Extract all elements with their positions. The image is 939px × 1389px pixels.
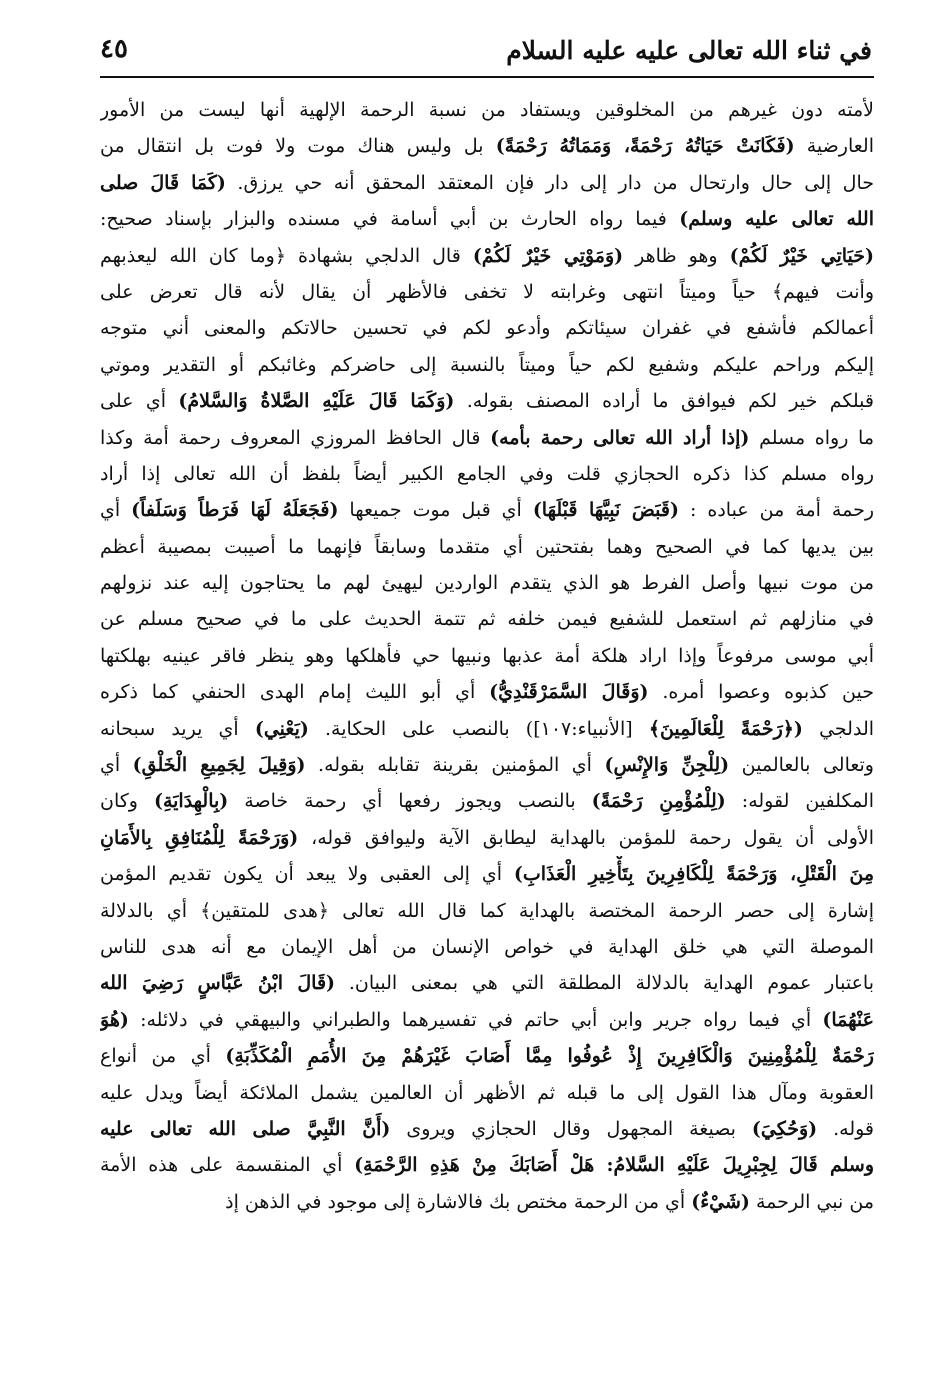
commentary-segment: أي أبو الليث إمام الهدى الحنفي كما ذكره (100, 681, 490, 704)
commentary-segment: أي إلى العقبى ولا يبعد أن يكون تقديم المؤمن (100, 863, 514, 886)
commentary-segment: العقوبة ومآل هذا القول إلى ما قبله ثم الأظهر أن العالمين يشمل الملائكة أيضاً ويدل عليه (100, 1081, 874, 1104)
commentary-segment: وهو ظاهر (623, 244, 730, 267)
text-line (100, 856, 874, 892)
commentary-segment: لأمته دون غيرهم من المخلوقين ويستفاد من نسبة الرحمة الإلهية أنها ليست من الأمور (100, 99, 874, 121)
text-line (100, 238, 874, 274)
text-line (100, 92, 874, 128)
header-rule (100, 76, 874, 78)
text-line (100, 165, 874, 201)
text-line (100, 347, 874, 383)
bold-matn-segment: (إذا أراد الله تعالى رحمة بأمه) (490, 426, 750, 449)
bold-matn-segment: (أَنَّ النَّبِيَّ صلى الله تعالى عليه (100, 1117, 391, 1140)
commentary-segment: قال الحافظ المروزي المعروف رحمة أمة وكذا (100, 426, 491, 449)
text-line (100, 1184, 874, 1220)
commentary-segment: أبي موسى مرفوعاً وإذا اراد هلكة أمة عذبها ونبيها حي فأهلكها وهو ينظر فاقر عينيه بهلكتها (100, 644, 874, 667)
commentary-segment: أي (100, 754, 133, 777)
commentary-segment: رواه مسلم كذا ذكره الحجازي قلت وفي الجامع الكبير أيضاً بلفظ أن الله تعالى إذا أراد (100, 462, 874, 485)
commentary-segment: إليكم وراحم عليكم وشفيع لكم حياً وميتاً بالنسبة إلى حاضركم وغائبكم أو التقدير وموتي (100, 353, 874, 376)
bold-matn-segment: (يَعْنِي) (254, 717, 309, 740)
bold-matn-segment: (فَجَعَلَهُ لَهَا فَرَطاً وَسَلَفاً) (131, 499, 339, 522)
text-line (100, 1038, 874, 1074)
text-line (100, 529, 874, 565)
text-line (100, 1111, 874, 1147)
commentary-segment: أي على (100, 390, 179, 413)
commentary-segment: باعتبار عموم الهداية بالدلالة المطلقة التي هي بمعنى البيان. (335, 972, 874, 995)
commentary-segment: حين كذبوه وعصوا أمره. (648, 681, 874, 704)
bold-matn-segment: (حَيَاتِي خَيْرٌ لَكُمْ) (729, 244, 874, 267)
bold-matn-segment: (لِلْمُؤْمِنِ رَحْمَةً) (591, 790, 726, 813)
text-line (100, 893, 874, 929)
commentary-segment: أي فيما رواه جرير وابن أبي حاتم في تفسيرهما والطبراني والبيهقي في دلائله: (128, 1008, 823, 1031)
text-line (100, 965, 874, 1001)
commentary-segment: فيما رواه الحارث بن أبي أسامة في مسنده والبزار بإسناد صحيح: (100, 208, 680, 231)
commentary-segment: أي قبل موت جميعها (338, 499, 533, 522)
commentary-segment: من نبي الرحمة (749, 1190, 874, 1213)
bold-matn-segment: عَنْهُمَا) (822, 1008, 874, 1031)
commentary-segment: في منازلهم ثم استعمل للشفيع فيمن خلفه ثم تتمة الحديث على ما في صحيح مسلم عن (100, 608, 874, 631)
bold-matn-segment: الله تعالى عليه وسلم) (679, 208, 874, 231)
commentary-segment: وتعالى بالعالمين (729, 754, 874, 777)
commentary-segment: أي (100, 499, 132, 522)
commentary-segment: أعمالكم فأشفع في غفران سيئاتكم وأدعو لكم في تحسين حالاتكم والمعنى أني متوجه (100, 317, 874, 340)
text-line (100, 1002, 874, 1038)
text-line (100, 420, 874, 456)
bold-matn-segment: وسلم قَالَ لِجِبْرِيلَ عَلَيْهِ السَّلامُ: هَلْ أَصَابَكَ مِنْ هَذِهِ الرَّحْمَةِ) (354, 1154, 874, 1177)
commentary-segment: أي من الرحمة مختص بك فالاشارة إلى موجود في الذهن إذ (225, 1190, 692, 1213)
bold-matn-segment: (لِلْجِنِّ وَالإِنْسِ) (604, 754, 730, 777)
bold-matn-segment: (قَالَ ابْنُ عَبَّاسٍ رَضِيَ الله (100, 972, 336, 995)
text-line (100, 929, 874, 965)
text-line (100, 1075, 874, 1111)
running-title: في ثناء الله تعالى عليه عليه السلام (506, 36, 872, 65)
commentary-segment: وأنت فيهم﴾ حياً وميتاً انتهى وغرابته لا تخفى فالأظهر أن يقال لأنه قال تعرض على (100, 280, 874, 303)
commentary-segment: الدلجي (802, 717, 874, 740)
commentary-segment: حال إلى حال وارتحال من دار إلى دار فإن المعتقد المحقق أنه حي يرزق. (225, 171, 874, 194)
commentary-segment: رحمة أمة من عباده : (678, 499, 874, 522)
text-line (100, 456, 874, 492)
text-line (100, 128, 874, 164)
bold-matn-segment: (وَقِيلَ لِجَمِيعِ الْخَلْقِ) (132, 754, 306, 777)
commentary-segment: المكلفين لقوله: (725, 790, 874, 813)
bold-matn-segment: (فَكَانَتْ حَيَاتُهُ رَحْمَةً، وَمَمَاتُهُ رَحْمَةً) (495, 135, 795, 158)
bold-matn-segment: (كَمَا قَالَ صلى (100, 171, 226, 194)
bold-matn-segment: مِنَ الْقَتْلِ، وَرَحْمَةً لِلْكَافِرِينَ بِتَأْخِيرِ الْعَذَابِ) (513, 863, 874, 886)
page-number: ٤٥ (100, 34, 128, 64)
bold-matn-segment: (قَبَضَ نَبِيَّهَا قَبْلَهَا) (532, 499, 679, 522)
text-line (100, 674, 874, 710)
commentary-segment: الموصلة التي هي خلق الهداية في خواص الإنسان من أهل الإيمان مع أنه هدى للناس (100, 935, 874, 958)
commentary-segment: بين يديها كما في الصحيح وهما بفتحتين أي متقدما وسابقاً فإنهما ما أصيبت بمصيبة أعظم (100, 535, 874, 558)
commentary-segment: أي المؤمنين بقرينة تقابله بقوله. (305, 754, 605, 777)
text-line (100, 747, 874, 783)
bold-matn-segment: (﴿رَحْمَةً لِلْعَالَمِينَ﴾ (648, 717, 803, 740)
bold-matn-segment: (وَحُكِيَ) (751, 1117, 818, 1140)
bold-matn-segment: (بِالْهِدَايَةِ) (153, 790, 229, 813)
text-line (100, 711, 874, 747)
text-line (100, 492, 874, 528)
page-header (100, 28, 872, 72)
commentary-segment: بل وليس هناك موت ولا فوت بل انتقال من (100, 135, 496, 158)
commentary-segment: ما رواه مسلم (749, 426, 874, 449)
commentary-segment: قال الدلجي بشهادة ﴿وما كان الله ليعذبهم (100, 244, 473, 267)
text-line (100, 274, 874, 310)
commentary-segment: إشارة إلى حصر الرحمة المختصة بالهداية كما قال الله تعالى ﴿هدى للمتقين﴾ أي بالدلالة (100, 899, 874, 922)
commentary-segment: [الأنبياء:١٠٧]) بالنصب على الحكاية. (308, 717, 649, 740)
commentary-segment: بالنصب ويجوز رفعها أي رحمة خاصة (228, 790, 592, 813)
text-line (100, 310, 874, 346)
commentary-segment: أي المنقسمة على هذه الأمة (100, 1154, 355, 1177)
bold-matn-segment: (وَقَالَ السَّمَرْقَنْدِيُّ) (489, 681, 649, 704)
bold-matn-segment: (شَيْءٌ) (691, 1190, 750, 1213)
bold-matn-segment: (وَمَوْتِي خَيْرٌ لَكُمْ) (472, 244, 624, 267)
commentary-segment: العارضية (794, 135, 874, 158)
commentary-segment: أي من أنواع (100, 1045, 226, 1068)
text-line (100, 1147, 874, 1183)
bold-matn-segment: (وَكَمَا قَالَ عَلَيْهِ الصَّلاةُ وَالسَّلامُ) (178, 390, 455, 413)
commentary-segment: وكان (100, 790, 154, 813)
text-line (100, 383, 874, 419)
commentary-segment: قبلكم خير لكم فيوافق ما أراده المصنف بقوله. (454, 390, 874, 413)
text-line (100, 201, 874, 237)
text-line (100, 601, 874, 637)
bold-matn-segment: رَحْمَةٌ لِلْمُؤْمِنِينَ وَالْكَافِرِينَ إِذْ عُوفُوا مِمَّا أَصَابَ غَيْرَهُمْ مِنَ الأُمَمِ الْمُكَذِّبَةِ) (225, 1045, 874, 1068)
commentary-segment: قوله. (817, 1117, 874, 1140)
bold-matn-segment: (هُوَ (100, 1008, 129, 1031)
bold-matn-segment: (وَرَحْمَةً لِلْمُنَافِقِ بِالأَمَانِ (100, 826, 299, 849)
commentary-segment: أي يريد سبحانه (100, 717, 255, 740)
text-line (100, 783, 874, 819)
text-line (100, 565, 874, 601)
commentary-segment: بصيغة المجهول وقال الحجازي ويروى (390, 1117, 752, 1140)
text-line (100, 820, 874, 856)
commentary-segment: الأولى أن يقول رحمة للمؤمن بالهداية ليطابق الآية وليوافق قوله، (298, 826, 874, 849)
body-text (100, 92, 874, 1220)
commentary-segment: من موت نبيها وأصل الفرط هو الذي يتقدم الواردين ليهيئ لهم ما يحتاجون إليه عند نزولهم (100, 572, 874, 595)
text-line (100, 638, 874, 674)
